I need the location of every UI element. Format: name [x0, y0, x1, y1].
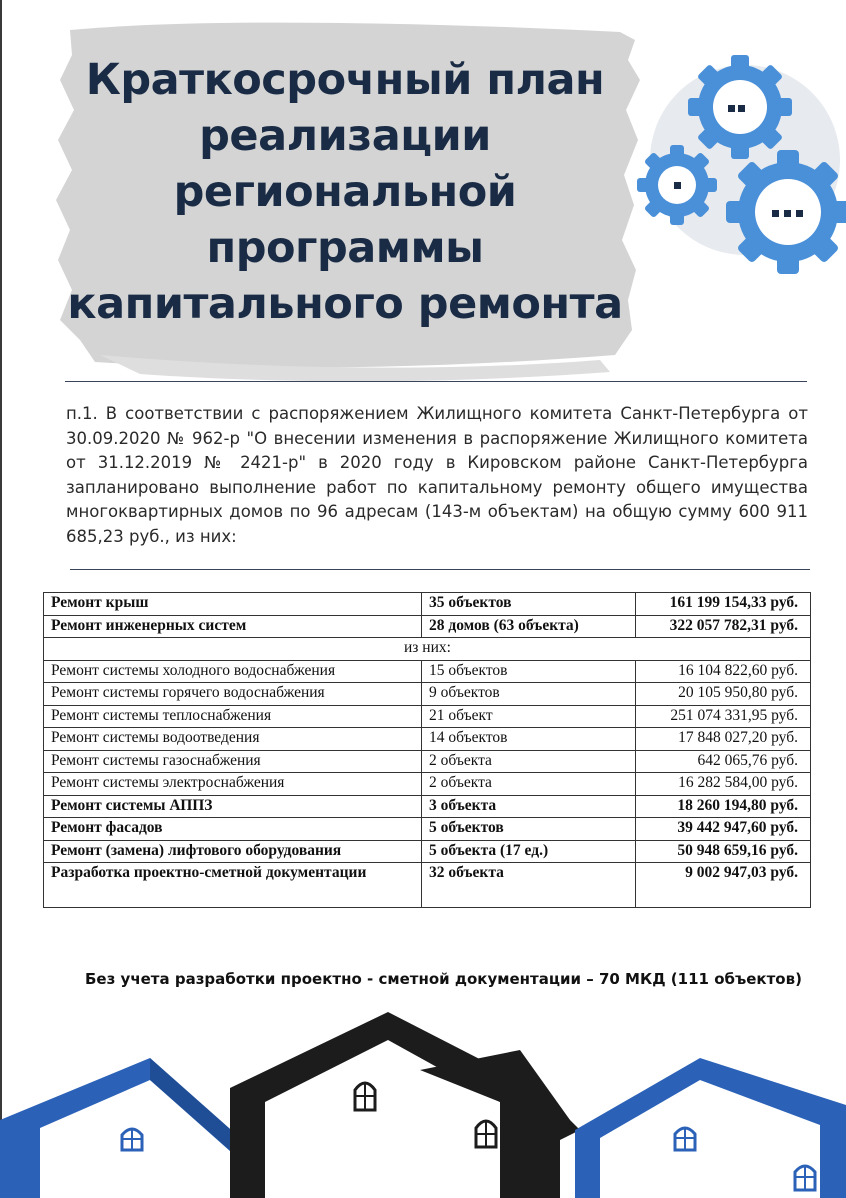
- work-count: 35 объектов: [422, 593, 636, 616]
- work-name: Ремонт (замена) лифтового оборудования: [44, 840, 422, 863]
- title-line-3: региональной: [173, 167, 517, 217]
- subheader-label: из них:: [44, 638, 811, 661]
- work-sum: 322 057 782,31 руб.: [636, 615, 811, 638]
- work-count: 15 объектов: [422, 660, 636, 683]
- work-name: Разработка проектно-сметной документации: [44, 863, 422, 908]
- work-count: 9 объектов: [422, 683, 636, 706]
- title-line-2: реализации: [199, 111, 491, 161]
- title-line-1: Краткосрочный план: [85, 55, 605, 105]
- table-row: [44, 593, 811, 616]
- work-count: 2 объекта: [422, 750, 636, 773]
- work-sum: 39 442 947,60 руб.: [636, 818, 811, 841]
- work-sum: 9 002 947,03 руб.: [636, 863, 811, 908]
- work-sum: 16 104 822,60 руб.: [636, 660, 811, 683]
- houses-illustration: [0, 1010, 846, 1198]
- work-name: Ремонт системы водоотведения: [44, 728, 422, 751]
- table-row: [44, 750, 811, 773]
- work-name: Ремонт инженерных систем: [44, 615, 422, 638]
- work-name: Ремонт системы теплоснабжения: [44, 705, 422, 728]
- works-table: [43, 592, 811, 908]
- intro-paragraph: п.1. В соответствии с распоряжением Жилищного комитета Санкт-Петербурга от 30.09.2020 № 962-р "О внесении изменения в распоряжение Жилищного комитета от 31.12.2019 № 2421-р" в 2020 году в Кировском районе Санкт-Петербурга запланировано выполнение работ по капитальному ремонту общего имущества многоквартирных домов по 96 адресам (143-м объектам) на общую сумму 600 911 685,23 руб., из них:: [66, 404, 808, 546]
- table-row: [44, 840, 811, 863]
- work-count: 28 домов (63 объекта): [422, 615, 636, 638]
- table-row: [44, 773, 811, 796]
- work-sum: 642 065,76 руб.: [636, 750, 811, 773]
- table-row: [44, 818, 811, 841]
- work-name: Ремонт крыш: [44, 593, 422, 616]
- work-count: 2 объекта: [422, 773, 636, 796]
- work-count: 3 объекта: [422, 795, 636, 818]
- table-row: [44, 683, 811, 706]
- page-title: [40, 52, 650, 332]
- table-row: [44, 615, 811, 638]
- work-name: Ремонт фасадов: [44, 818, 422, 841]
- work-count: 14 объектов: [422, 728, 636, 751]
- work-name: Ремонт системы АППЗ: [44, 795, 422, 818]
- divider-top: [65, 381, 807, 382]
- footnote: Без учета разработки проектно - сметной документации – 70 МКД (111 объектов): [85, 970, 802, 988]
- work-count: 5 объектов: [422, 818, 636, 841]
- divider-middle: [70, 569, 810, 570]
- work-sum: 16 282 584,00 руб.: [636, 773, 811, 796]
- table-row: [44, 863, 811, 908]
- table-row: [44, 705, 811, 728]
- work-sum: 50 948 659,16 руб.: [636, 840, 811, 863]
- table-row: [44, 795, 811, 818]
- title-line-4: программы: [206, 223, 484, 273]
- title-line-5: капитального ремонта: [67, 279, 623, 329]
- table-subheader-row: [44, 638, 811, 661]
- work-sum: 251 074 331,95 руб.: [636, 705, 811, 728]
- work-sum: 18 260 194,80 руб.: [636, 795, 811, 818]
- work-name: Ремонт системы газоснабжения: [44, 750, 422, 773]
- work-sum: 20 105 950,80 руб.: [636, 683, 811, 706]
- table-row: [44, 728, 811, 751]
- work-count: 5 объекта (17 ед.): [422, 840, 636, 863]
- work-sum: 161 199 154,33 руб.: [636, 593, 811, 616]
- work-name: Ремонт системы холодного водоснабжения: [44, 660, 422, 683]
- table-row: [44, 660, 811, 683]
- work-count: 32 объекта: [422, 863, 636, 908]
- work-sum: 17 848 027,20 руб.: [636, 728, 811, 751]
- work-name: Ремонт системы электроснабжения: [44, 773, 422, 796]
- gears-icon: [625, 45, 846, 285]
- work-count: 21 объект: [422, 705, 636, 728]
- work-name: Ремонт системы горячего водоснабжения: [44, 683, 422, 706]
